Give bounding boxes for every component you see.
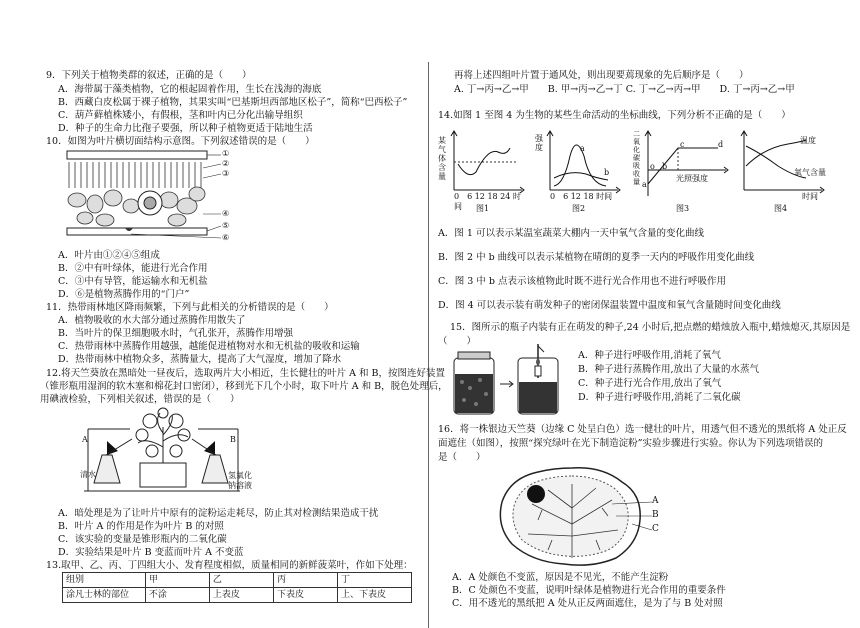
q15-option-b: B．种子进行蒸腾作用,放出了大量的水蒸气 — [578, 364, 760, 375]
q10-option-a: A．叶片由①②④⑤组成 — [58, 250, 160, 261]
q9-option-c: C．葫芦藓植株矮小，有假根，茎和叶内已分化出输导组织 — [58, 110, 303, 121]
table-row — [63, 588, 412, 603]
fig1-ylabel-1: 气 — [438, 145, 446, 154]
fig1-ylabel-3: 含 — [438, 163, 446, 172]
fig2-curve-a: a — [580, 144, 585, 153]
q12-option-a: A．暗处理是为了让叶片中原有的淀粉运走耗尽，防止其对检测结果造成干扰 — [58, 508, 379, 519]
q12-stem-line1: 12.将天竺葵放在黑暗处一昼夜后，选取两片大小相近，生长健壮的叶片 A 和 B，按图连好装置 — [46, 368, 446, 379]
q13-options: A. 丁→丙→乙→甲 B. 甲→丙→乙→丁 C. 丁→乙→丙→甲 D. 丁→丙→乙→甲 — [454, 84, 795, 95]
fig3-point-d: d — [718, 140, 724, 149]
fig4-caption: 图4 — [774, 204, 788, 213]
leaf-label-5: ⑤ — [222, 221, 230, 230]
q10-option-d: D．⑥是植物蒸腾作用的“门户” — [58, 289, 190, 300]
q10-option-b: B．②中有叶绿体，能进行光合作用 — [58, 263, 208, 274]
fig2-curve-b: b — [604, 168, 610, 177]
fig1-ylabel-2: 体 — [438, 154, 446, 163]
fig3-point-o: o — [650, 162, 655, 171]
fig3-ylabel-4: 吸 — [633, 162, 640, 170]
leaf-label-6: ⑥ — [222, 233, 230, 242]
q12-option-b: B．叶片 A 的作用是作为叶片 B 的对照 — [58, 521, 224, 532]
label-naoh-1: 氢氧化 — [228, 471, 252, 480]
table-cell: 丙 — [273, 573, 337, 588]
fig1-ylabel-4: 量 — [438, 172, 446, 181]
fig2-ylabel-1: 度 — [535, 143, 543, 152]
table-cell: 丁 — [337, 573, 411, 588]
fig3-caption: 图3 — [676, 204, 690, 213]
table-cell: 下表皮 — [273, 588, 337, 603]
leaf-label-3: ③ — [222, 169, 230, 178]
q14-option-d: D．图 4 可以表示装有萌发种子的密闭保温装置中温度和氧气含量随时间变化曲线 — [438, 300, 781, 311]
q13-table — [62, 572, 412, 603]
q12-stem-line3: 用碘液检验，下列相关叙述，错误的是（ ） — [40, 394, 240, 405]
q9-option-d: D．种子的生命力比孢子要强，所以种子植物更适于陆地生活 — [58, 123, 313, 134]
q16-stem-line1: 16．将一株银边天竺葵（边缘 C 处呈白色）选一健壮的叶片，用透气但不透光的黑纸将 A 处正反 — [438, 424, 847, 435]
leaf-region-a-label: A — [652, 496, 659, 506]
fig3-ylabel-3: 碳 — [633, 154, 640, 162]
label-water: 清水 — [80, 470, 96, 479]
graph-figure-1 — [436, 126, 526, 216]
leaf-label-2: ② — [222, 159, 230, 168]
table-row — [63, 573, 412, 588]
label-leaf-b: B — [230, 435, 236, 444]
table-cell: 上表皮 — [209, 588, 273, 603]
table-cell: 涂凡士林的部位 — [63, 588, 146, 603]
q13-continued-line: 再将上述四组叶片置于通风处，则出现要蔫现象的先后顺序是（ ） — [454, 70, 749, 81]
q11-option-c: C．热带雨林中蒸腾作用越强，越能促进植物对水和无机盐的吸收和运输 — [58, 341, 360, 352]
fig1-caption: 图1 — [476, 204, 490, 213]
q16-option-c: C．用不透光的黑纸把 A 处从正反两面遮住，是为了与 B 处对照 — [452, 598, 723, 609]
seed-jar-figure — [452, 344, 562, 416]
q11-option-d: D．热带雨林中植物众多，蒸腾量大，提高了大气湿度，增加了降水 — [58, 354, 342, 365]
leaf-label-4: ④ — [222, 209, 230, 218]
fig3-xaxis: 光照强度 — [676, 174, 708, 183]
q16-stem-line3: 是（ ） — [438, 452, 486, 463]
fig2-ylabel-0: 强 — [535, 134, 543, 143]
column-divider — [428, 62, 429, 628]
q12-stem-line2: （锥形瓶用湿润的软木塞和棉花封口密闭），移到光下几个小时，取下叶片 A 和 B，脱色处理后， — [40, 381, 448, 392]
fig3-ylabel-2: 化 — [633, 146, 640, 154]
q10-stem: 10．如图为叶片横切面结构示意图。下列叙述错误的是（ ） — [46, 136, 315, 147]
q15-stem-line2: （ ） — [438, 336, 477, 347]
q14-option-a: A．图 1 可以表示某温室蔬菜大棚内一天中氧气含量的变化曲线 — [438, 228, 704, 239]
q11-option-a: A．植物吸收的水大部分通过蒸腾作用散失了 — [58, 315, 246, 326]
q11-stem: 11．热带雨林地区降雨频繁，下列与此相关的分析错误的是（ ） — [46, 302, 334, 313]
q16-option-b: B．C 处颜色不变蓝，说明叶绿体是植物进行光合作用的重要条件 — [452, 585, 726, 596]
table-cell: 不涂 — [145, 588, 209, 603]
fig2-xaxis: 0 6 12 18 时间 — [550, 192, 613, 201]
q15-option-a: A．种子进行呼吸作用,消耗了氧气 — [578, 350, 721, 361]
q9-option-b: B．西藏白皮松属于裸子植物，其果实叫“巴基斯坦西部地区松子”，简称“巴西松子” — [58, 97, 408, 108]
fig3-point-c: c — [680, 140, 685, 149]
fig4-temperature-label: 温度 — [800, 136, 816, 145]
fig1-ylabel-0: 某 — [438, 136, 446, 145]
leaf-cross-section-figure — [65, 148, 235, 244]
q16-stem-line2: 面遮住（如图），按照“探究绿叶在光下制造淀粉”实验步骤进行实验。你认为下列选项错误的 — [438, 438, 823, 449]
leaf-region-c-label: C — [652, 524, 659, 534]
q14-option-c: C．图 3 中 b 点表示该植物此时既不进行光合作用也不进行呼吸作用 — [438, 276, 726, 287]
q15-option-d: D．种子进行呼吸作用,消耗了二氧化碳 — [578, 392, 741, 403]
plant-flask-apparatus-figure — [80, 407, 245, 495]
fig1-xaxis: 0 6 12 18 24 时间 — [454, 192, 521, 211]
q15-option-c: C．种子进行光合作用,放出了氧气 — [578, 378, 722, 389]
table-cell: 组别 — [63, 573, 146, 588]
table-cell: 甲 — [145, 573, 209, 588]
fig3-ylabel-5: 收 — [633, 170, 640, 178]
variegated-leaf-figure — [492, 464, 662, 568]
label-leaf-a: A — [82, 435, 88, 444]
q9-option-a: A．海带属于藻类植物，它的根起固着作用，生长在浅海的海底 — [58, 84, 322, 95]
fig3-point-a: a — [642, 180, 647, 189]
fig4-oxygen-label: 氧气含量 — [794, 168, 826, 177]
q12-option-c: C．该实验的变量是锥形瓶内的二氧化碳 — [58, 534, 227, 545]
fig3-ylabel-6: 量 — [633, 178, 640, 186]
q12-option-d: D．实验结果是叶片 B 变蓝而叶片 A 不变蓝 — [58, 547, 244, 558]
table-cell: 上、下表皮 — [337, 588, 411, 603]
q16-option-a: A．A 处颜色不变蓝，原因是不见光，不能产生淀粉 — [452, 572, 669, 583]
q15-stem-line1: 15．图所示的瓶子内装有正在萌发的种子,24 小时后,把点燃的蜡烛放入瓶中,蜡烛熄灭,其原因是 — [450, 322, 851, 333]
graph-figure-3 — [632, 126, 732, 216]
leaf-region-b-label: B — [652, 510, 659, 520]
fig4-xaxis: 时间 — [802, 192, 818, 201]
label-naoh-2: 钠溶液 — [228, 481, 252, 490]
fig3-ylabel-0: 二 — [633, 130, 640, 138]
q13-stem: 13.取甲、乙、丙、丁四组大小、发育程度相似，质量相同的新鲜菠菜叶，作如下处理： — [46, 560, 413, 571]
fig3-point-b: b — [662, 162, 668, 171]
leaf-label-1: ① — [222, 149, 230, 158]
graph-figure-4 — [738, 126, 832, 216]
fig3-ylabel-1: 氧 — [633, 138, 640, 146]
table-cell: 乙 — [209, 573, 273, 588]
q11-option-b: B．当叶片的保卫细胞吸水时，气孔张开，蒸腾作用增强 — [58, 328, 293, 339]
graph-figure-2 — [534, 126, 624, 216]
q14-option-b: B．图 2 中 b 曲线可以表示某植物在晴朗的夏季一天内的呼吸作用变化曲线 — [438, 252, 755, 263]
q14-stem: 14.如图 1 至图 4 为生物的某些生命活动的坐标曲线，下列分析不正确的是（ ） — [438, 110, 791, 121]
q9-stem: 9．下列关于植物类群的叙述，正确的是（ ） — [46, 70, 252, 81]
fig2-caption: 图2 — [572, 204, 586, 213]
q10-option-c: C．③中有导管，能运输水和无机盐 — [58, 276, 208, 287]
